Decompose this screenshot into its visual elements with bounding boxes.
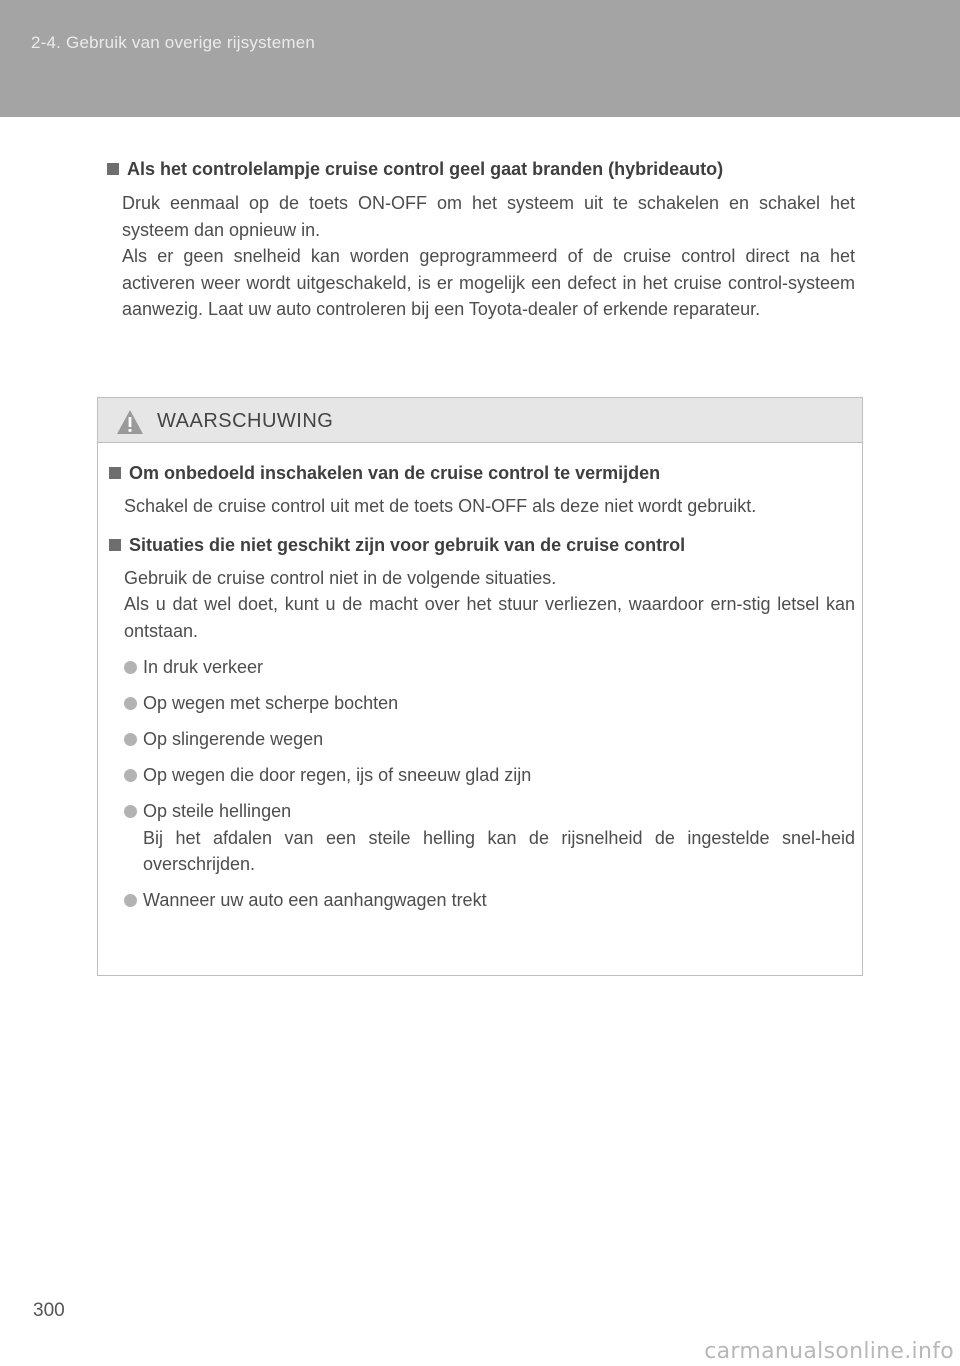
watermark: carmanualsonline.info	[704, 1339, 954, 1364]
bullet-dot-icon	[124, 661, 137, 674]
bullet-dot-icon	[124, 697, 137, 710]
list-item	[124, 762, 855, 789]
warning-section-heading	[109, 460, 855, 486]
warning-text-1: Gebruik de cruise control niet in de volgende situaties.	[124, 567, 557, 588]
list-item-text: Wanneer uw auto een aanhangwagen trekt	[143, 890, 487, 910]
square-bullet-icon	[107, 163, 119, 175]
list-item-text: In druk verkeer	[143, 657, 264, 677]
warning-section-2	[109, 532, 855, 914]
warning-section-heading-text: Om onbedoeld inschakelen van de cruise control te vermijden	[129, 463, 661, 483]
chapter-title: 2-4. Gebruik van overige rijsystemen	[31, 33, 316, 52]
bullet-dot-icon	[124, 805, 137, 818]
warning-text: Schakel de cruise control uit met de toets ON-OFF als deze niet wordt gebruikt.	[124, 496, 757, 516]
list-item	[124, 726, 855, 753]
list-item	[124, 798, 855, 878]
warning-triangle-icon	[116, 409, 144, 435]
list-item	[124, 654, 855, 681]
warning-section-body	[109, 565, 855, 645]
section-cruise-lamp	[107, 156, 855, 323]
page-number: 300	[33, 1300, 65, 1321]
body-line-2: Als er geen snelheid kan worden geprogrammeerd of de cruise control direct na het activeren weer wordt uitgeschakeld, is er mogelijk een defect in het cruise control-systeem aanwezig. Laat uw auto controleren bij een Toyota-dealer of erkende reparateur.	[122, 246, 855, 319]
section-heading-text: Als het controlelampje cruise control geel gaat branden (hybrideauto)	[127, 159, 724, 179]
warning-section-heading	[109, 532, 855, 558]
warning-text-2: Als u dat wel doet, kunt u de macht over het stuur verliezen, waardoor ern-stig letsel kan ontstaan.	[124, 594, 855, 641]
bullet-dot-icon	[124, 894, 137, 907]
warning-box	[97, 397, 863, 976]
section-body	[107, 190, 855, 323]
situation-list	[109, 654, 855, 914]
section-heading	[107, 156, 855, 182]
warning-header	[98, 398, 862, 443]
bullet-dot-icon	[124, 769, 137, 782]
list-item-text: Op slingerende wegen	[143, 729, 324, 749]
header-band	[0, 0, 960, 117]
bullet-dot-icon	[124, 733, 137, 746]
body-line-1: Druk eenmaal op de toets ON-OFF om het systeem uit te schakelen en schakel het systeem dan opnieuw in.	[122, 193, 855, 240]
list-item-text: Op wegen met scherpe bochten	[143, 693, 399, 713]
list-item-text: Op wegen die door regen, ijs of sneeuw glad zijn	[143, 765, 532, 785]
warning-section-body	[109, 493, 855, 520]
list-item-subtext: Bij het afdalen van een steile helling kan de rijsnelheid de ingestelde snel-heid overschrijden.	[143, 827, 855, 874]
warning-section-heading-text: Situaties die niet geschikt zijn voor gebruik van de cruise control	[129, 534, 686, 555]
warning-title: WAARSCHUWING	[157, 410, 334, 432]
warning-section-1	[109, 460, 855, 520]
list-item	[124, 887, 855, 914]
square-bullet-icon	[109, 467, 121, 479]
list-item	[124, 690, 855, 717]
warning-content	[109, 460, 855, 923]
square-bullet-icon	[109, 539, 121, 551]
list-item-text: Op steile hellingen	[143, 801, 292, 821]
